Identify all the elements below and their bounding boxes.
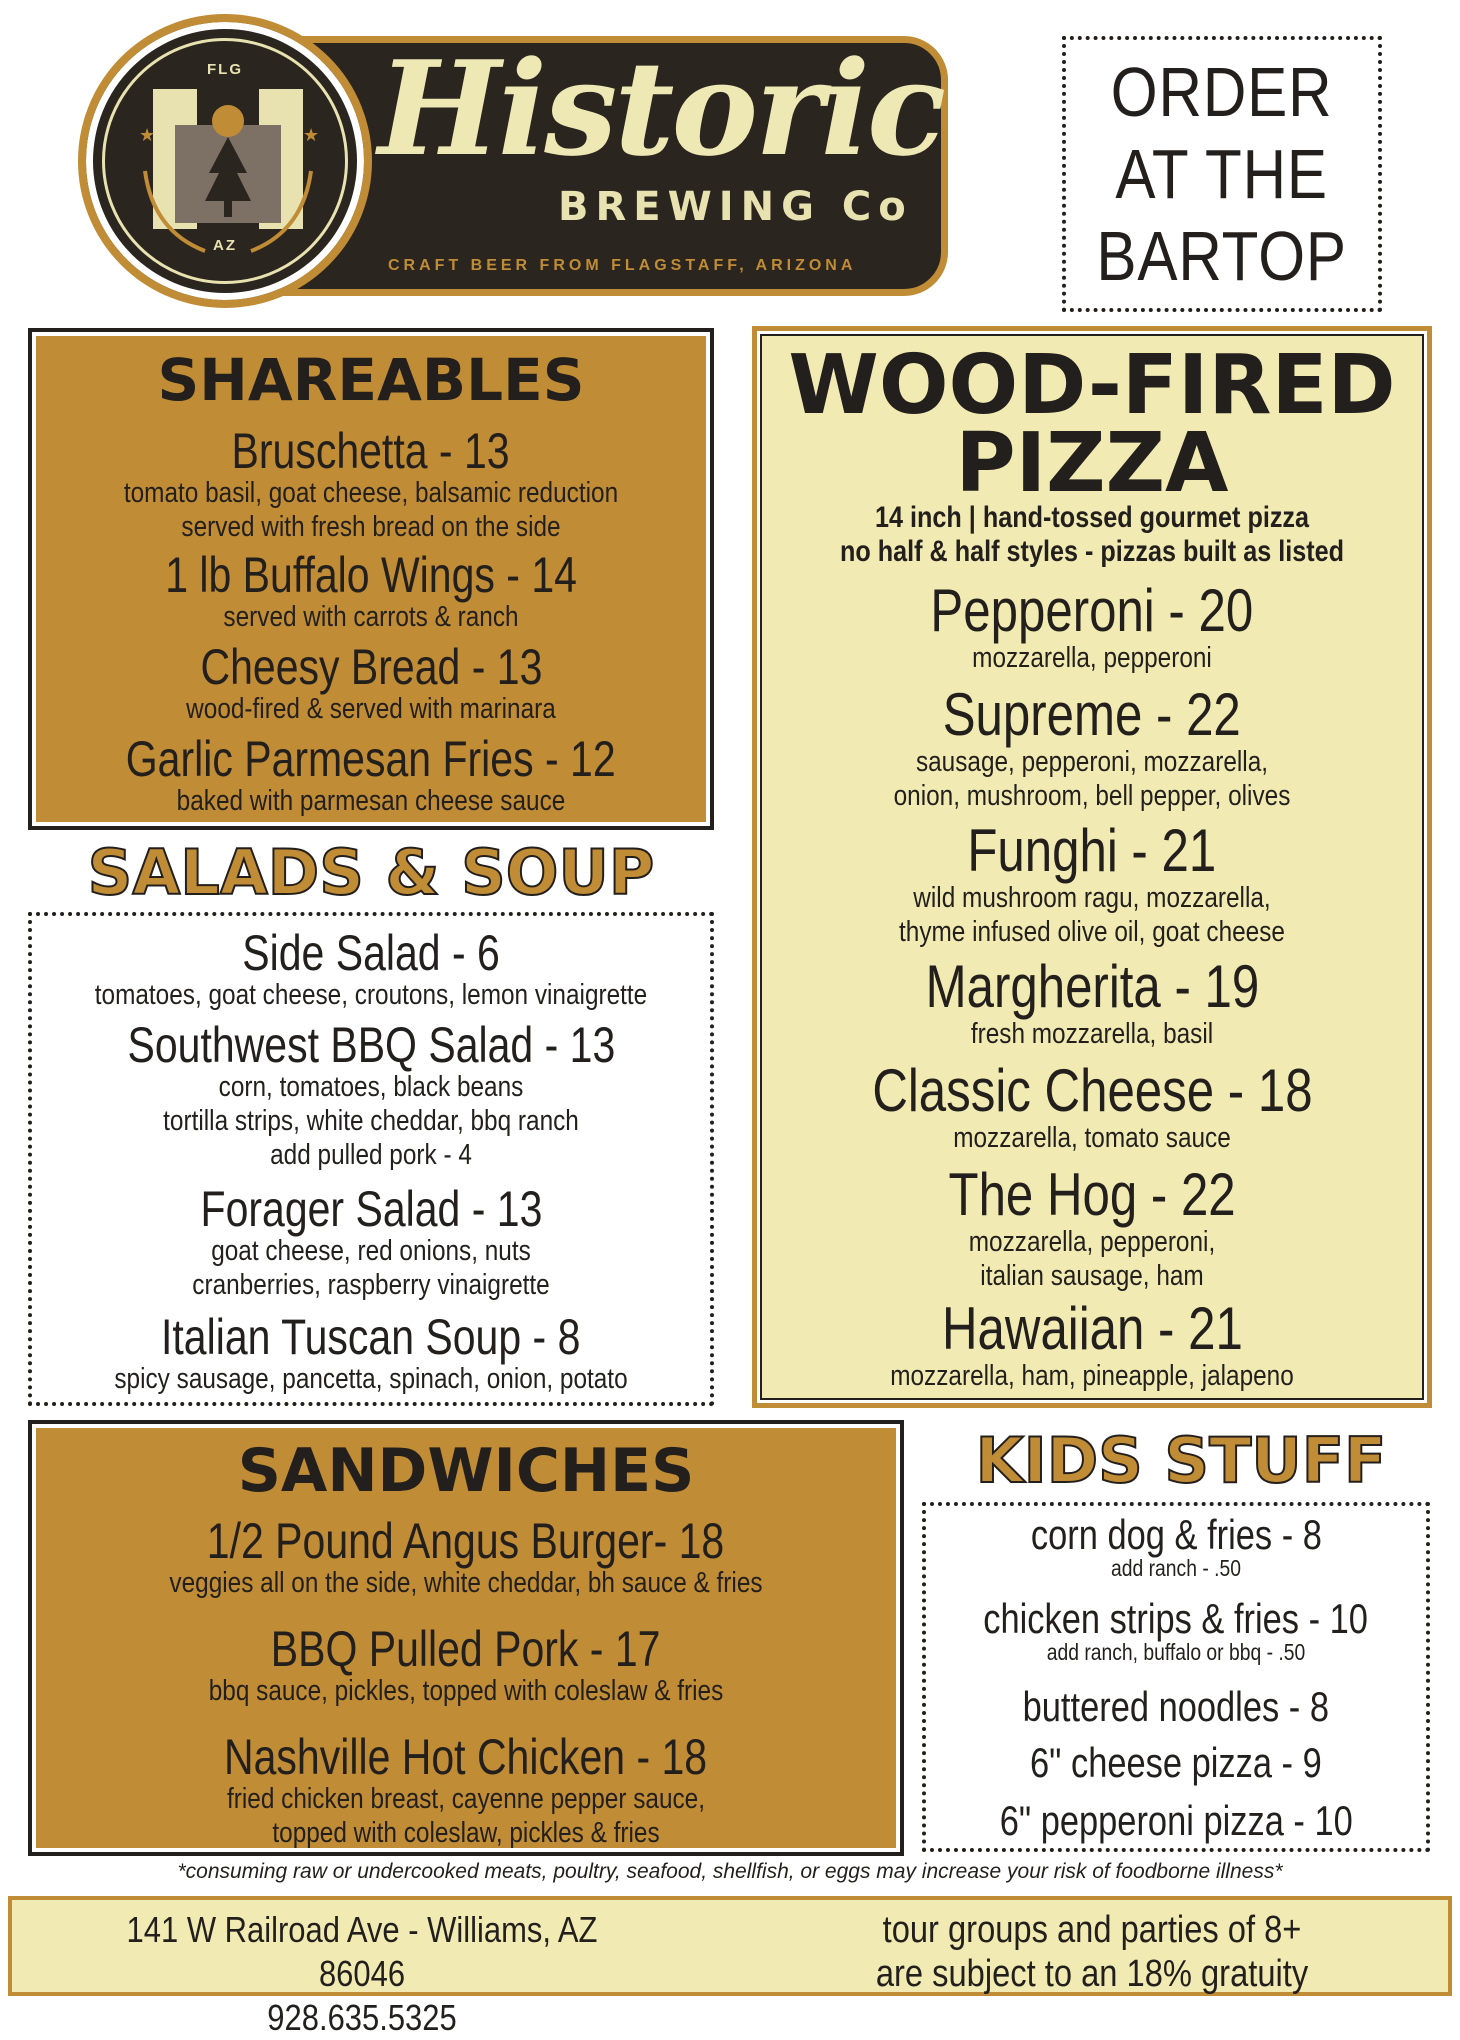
item-desc: veggies all on the side, white cheddar, bh sauce & fries xyxy=(169,1567,763,1599)
menu-item xyxy=(32,925,710,1012)
menu-item xyxy=(32,1017,710,1172)
menu-item xyxy=(926,1595,1426,1665)
item-name: Side Salad - 6 xyxy=(242,925,500,981)
salads-section xyxy=(28,912,714,1406)
item-name: 6" cheese pizza - 9 xyxy=(1030,1739,1322,1786)
item-name: buttered noodles - 8 xyxy=(1022,1683,1330,1730)
logo-subtitle: BREWING Co xyxy=(558,184,913,230)
item-desc: corn, tomatoes, black beans tortilla strips, white cheddar, bbq ranch add pulled pork - 4 xyxy=(163,1071,579,1171)
menu-item xyxy=(32,1309,710,1396)
item-name: chicken strips & fries - 10 xyxy=(983,1595,1369,1642)
svg-text:★: ★ xyxy=(139,125,156,145)
menu-item xyxy=(32,1181,710,1302)
item-desc: sausage, pepperoni, mozzarella, onion, mushroom, bell pepper, olives xyxy=(893,746,1291,812)
menu-item xyxy=(757,1161,1427,1293)
kids-title: KIDS STUFF xyxy=(975,1424,1387,1497)
menu-item xyxy=(757,1057,1427,1155)
menu-item xyxy=(926,1511,1426,1581)
menu-item xyxy=(757,1295,1427,1393)
item-name: Funghi - 21 xyxy=(967,817,1217,884)
item-desc: tomatoes, goat cheese, croutons, lemon vinaigrette xyxy=(94,979,648,1011)
order-notice-text: ORDER AT THE BARTOP xyxy=(1096,53,1348,295)
menu-item xyxy=(757,577,1427,675)
item-desc: spicy sausage, pancetta, spinach, onion, potato xyxy=(114,1363,628,1395)
item-desc: goat cheese, red onions, nuts cranberries, raspberry vinaigrette xyxy=(192,1235,550,1301)
item-desc: mozzarella, pepperoni, italian sausage, ham xyxy=(968,1226,1216,1292)
shareables-section xyxy=(28,328,714,830)
item-name: Hawaiian - 21 xyxy=(941,1295,1243,1362)
item-desc: tomato basil, goat cheese, balsamic reduction served with fresh bread on the side xyxy=(123,477,619,543)
item-desc: add ranch, buffalo or bbq - .50 xyxy=(1046,1639,1306,1665)
item-name: 1 lb Buffalo Wings - 14 xyxy=(165,547,577,603)
pizza-section xyxy=(752,326,1432,1408)
menu-item xyxy=(32,547,710,634)
item-name: Cheesy Bread - 13 xyxy=(200,639,542,695)
logo-badge xyxy=(78,14,372,308)
menu-item xyxy=(32,1513,900,1600)
menu-item xyxy=(32,731,710,818)
menu-item xyxy=(32,639,710,726)
footer-bar xyxy=(8,1896,1452,2038)
item-name: Margherita - 19 xyxy=(925,953,1259,1020)
health-disclaimer: *consuming raw or undercooked meats, poultry, seafood, shellfish, or eggs may increase your risk of foodborne illness* xyxy=(177,1860,1283,1883)
item-desc: wood-fired & served with marinara xyxy=(186,693,556,725)
order-notice-box xyxy=(1062,36,1382,312)
item-desc: fresh mozzarella, basil xyxy=(970,1018,1214,1050)
item-desc: bbq sauce, pickles, topped with coleslaw & fries xyxy=(208,1675,724,1707)
item-name: corn dog & fries - 8 xyxy=(1030,1511,1322,1558)
pizza-subtitle-block xyxy=(757,501,1427,569)
item-name: BBQ Pulled Pork - 17 xyxy=(271,1621,661,1677)
item-desc: mozzarella, tomato sauce xyxy=(953,1122,1231,1154)
logo-badge-inner xyxy=(102,38,348,284)
item-name: 6" pepperoni pizza - 10 xyxy=(999,1797,1353,1844)
pizza-title-line2: PIZZA xyxy=(955,416,1229,511)
menu-item xyxy=(757,953,1427,1051)
menu-item xyxy=(32,1729,900,1850)
logo-tagline: CRAFT BEER FROM FLAGSTAFF, ARIZONA xyxy=(388,257,857,274)
pizza-title-line1: WOOD-FIRED xyxy=(788,338,1396,433)
salads-title: SALADS & SOUP xyxy=(87,836,655,909)
item-desc: wild mushroom ragu, mozzarella, thyme infused olive oil, goat cheese xyxy=(899,882,1285,948)
shareables-title: SHAREABLES xyxy=(157,346,585,414)
sandwiches-section xyxy=(28,1420,904,1856)
brand-logo xyxy=(78,14,958,304)
menu-item xyxy=(757,681,1427,813)
item-name: Pepperoni - 20 xyxy=(930,577,1254,644)
sandwiches-title: SANDWICHES xyxy=(237,1436,695,1506)
menu-item xyxy=(926,1739,1426,1786)
badge-bottom-text: AZ xyxy=(213,237,237,254)
item-desc: mozzarella, ham, pineapple, jalapeno xyxy=(890,1360,1294,1392)
logo-title: Historic xyxy=(378,32,944,185)
item-name: 1/2 Pound Angus Burger- 18 xyxy=(207,1513,725,1569)
menu-item xyxy=(926,1683,1426,1730)
item-name: Italian Tuscan Soup - 8 xyxy=(161,1309,581,1365)
item-name: Bruschetta - 13 xyxy=(231,423,511,479)
pizza-subtitle: 14 inch | hand-tossed gourmet pizza no half & half styles - pizzas built as listed xyxy=(839,501,1345,568)
item-desc: baked with parmesan cheese sauce xyxy=(176,785,566,817)
item-name: Garlic Parmesan Fries - 12 xyxy=(126,731,616,787)
item-name: Supreme - 22 xyxy=(942,681,1242,748)
menu-item xyxy=(926,1797,1426,1844)
badge-top-text: FLG xyxy=(207,61,243,78)
item-name: Southwest BBQ Salad - 13 xyxy=(127,1017,615,1073)
pizza-title xyxy=(757,338,1427,511)
kids-section xyxy=(922,1502,1430,1852)
footer-address: 141 W Railroad Ave - Williams, AZ 86046 928.635.5325 xyxy=(126,1909,598,2038)
menu-item xyxy=(32,1621,900,1708)
menu-item xyxy=(757,817,1427,949)
item-name: The Hog - 22 xyxy=(948,1161,1236,1228)
menu-item xyxy=(32,423,710,544)
item-desc: served with carrots & ranch xyxy=(223,601,519,633)
svg-text:★: ★ xyxy=(303,125,320,145)
footer-gratuity: tour groups and parties of 8+ are subject to an 18% gratuity xyxy=(875,1909,1309,1995)
item-name: Nashville Hot Chicken - 18 xyxy=(224,1729,708,1785)
item-name: Forager Salad - 13 xyxy=(200,1181,542,1237)
item-name: Classic Cheese - 18 xyxy=(871,1057,1313,1124)
item-desc: mozzarella, pepperoni xyxy=(972,642,1212,674)
item-desc: add ranch - .50 xyxy=(1111,1555,1241,1581)
item-desc: fried chicken breast, cayenne pepper sauce, topped with coleslaw, pickles & fries xyxy=(226,1783,706,1849)
